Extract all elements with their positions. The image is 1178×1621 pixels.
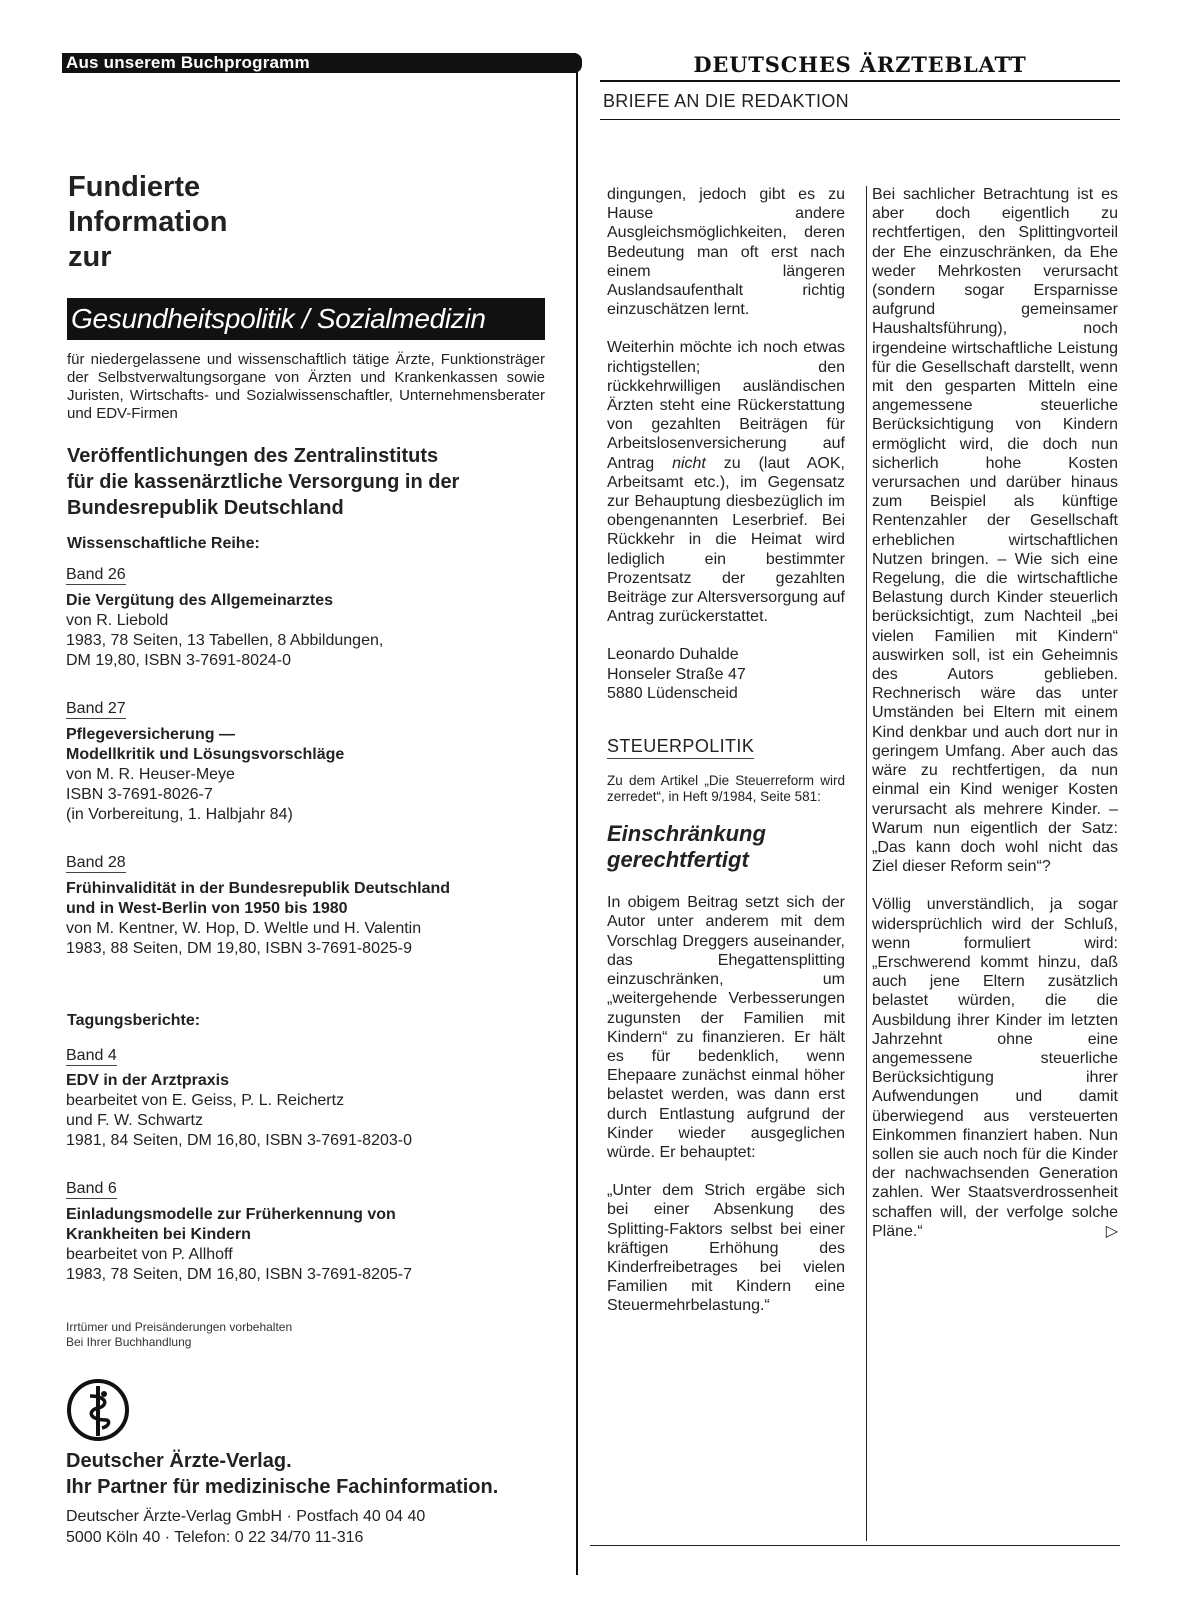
book-detail: 1983, 78 Seiten, DM 16,80, ISBN 3-7691-8205-7 [66, 1266, 412, 1283]
publications-heading-line: Veröffentlichungen des Zentralinstituts [67, 445, 439, 467]
book-entry [66, 725, 566, 825]
headline-line: Einschränkung [607, 821, 766, 847]
book-detail: 1983, 88 Seiten, DM 19,80, ISBN 3-7691-8025-9 [66, 940, 412, 957]
book-detail: von M. Kentner, W. Hop, D. Weltle und H. Valentin [66, 920, 422, 937]
band-label: Band 27 [66, 700, 126, 717]
quote: „Unter dem Strich ergäbe sich bei einer Absenkung des Splitting-Faktors selbst bei einer kräftigen Erhöhung des Kinderfreibetrages bei vielen Familien mit Kindern eine Steuermehrbelastung.“ [607, 1182, 845, 1315]
article-column-1 [607, 185, 845, 1316]
book-detail: und F. W. Schwartz [66, 1112, 203, 1129]
headline-line: gerechtfertigt [607, 847, 749, 873]
ad-title-line: Information [68, 206, 228, 238]
book-detail: 1983, 78 Seiten, 13 Tabellen, 8 Abbildungen, [66, 632, 384, 649]
book-detail: ISBN 3-7691-8026-7 [66, 786, 213, 803]
disclaimer-line: Irrtümer und Preisänderungen vorbehalten [66, 1320, 293, 1334]
book-entry [66, 591, 566, 671]
paragraph: Bei sachlicher Betrachtung ist es aber doch eigentlich zu rechtfertigen, den Splittingvorteil der Ehe einzuschränken, da Ehe weder Mehrkosten verursacht (sondern sogar Ersparnisse aufgrund gemeinsamer Haushaltsführung), noch irgendeine wirtschaftliche Leistung für die Gesellschaft darstellt, wenn mit den gesparten Mitteln eine angemessene steuerliche Berücksichtigung von Kindern ermöglicht wird, die doch nun sicherlich hohe Kosten verursachen und darüber hinaus zum Beispiel als künftige Rentenzahler der Gesellschaft erheblichen wirtschaftlichen Nutzen bringen. – Wie sich eine Regelung, die die wirtschaftliche Belastung durch Kinder steuerlich berücksichtigt, zum Nachteil „bei vielen Familien mit Kindern“ auswirken soll, ist ein Geheimnis des Autors geblieben. Rechnerisch wäre das unter Umständen bei Eltern mit einem Kind denkbar und auch dort nur in geringem Umfang. Aber auch das wäre zu rechtfertigen, da nun einmal ein Kind weniger Kosten verursacht als mehrere Kinder. – Warum nun eigentlich der Satz: „Das kann doch wohl nicht das Ziel dieser Reform sein“? [872, 186, 1118, 876]
book-detail: von M. R. Heuser-Meye [66, 766, 235, 783]
highlight-title: Gesundheitspolitik / Sozialmedizin [71, 303, 486, 334]
band-label: Band 4 [66, 1047, 117, 1064]
ad-title-line: Fundierte [68, 171, 201, 203]
signature-line: Leonardo Duhalde [607, 646, 739, 664]
ad-header: Aus unserem Buchprogramm [66, 53, 310, 72]
publications-heading-line: für die kassenärztliche Versorgung in der [67, 471, 460, 493]
ad-title [68, 170, 228, 275]
publisher-line: Deutscher Ärzte-Verlag. [66, 1450, 292, 1472]
ad-divider [576, 70, 578, 1575]
book-title: Modellkritik und Lösungsvorschläge [66, 746, 345, 763]
publisher [66, 1448, 498, 1500]
publisher-address [66, 1506, 425, 1548]
band-label: Band 26 [66, 566, 126, 583]
ad-title-line: zur [68, 241, 112, 273]
band-label: Band 6 [66, 1180, 117, 1197]
paragraph-text: Völlig unverständlich, ja sogar widersprüchlich wird der Schluß, wenn formuliert wird: „Erschwerend kommt hinzu, daß auch jene Eltern zusätzlich belastet würden, die die Ausbildung ihrer Kinder im letzten Jahrzehnt ohne eine angemessene steuerliche Berücksichtigung ihrer Aufwendungen und damit überwiegend aus versteuerten Einkommen finanziert haben. Nun sollen sie auch noch für die Kinder der nachwachsenden Generation zahlen. Wer Staatsverdrossenheit schaffen will, der verfolge solche Pläne.“ [872, 896, 1118, 1240]
book-detail: von R. Liebold [66, 612, 169, 629]
book-title: Einladungsmodelle zur Früherkennung von [66, 1206, 396, 1223]
book-entry [66, 879, 566, 959]
signature [607, 645, 845, 703]
masthead-rule [600, 80, 1120, 82]
section-title: STEUERPOLITIK [607, 737, 754, 759]
book-detail: 1981, 84 Seiten, DM 16,80, ISBN 3-7691-8203-0 [66, 1132, 412, 1149]
article-source: Zu dem Artikel „Die Steuerreform wird zerredet“, in Heft 9/1984, Seite 581: [607, 773, 845, 805]
band-label: Band 28 [66, 854, 126, 871]
paragraph-text: Weiterhin möchte ich noch etwas richtigstellen; den rückkehrwilligen ausländischen Ärzten steht eine Rückerstattung von gezahlten Beiträgen für Arbeitslosenversicherung auf Antrag [607, 339, 845, 472]
book-title: und in West-Berlin von 1950 bis 1980 [66, 900, 348, 917]
book-entry [66, 1071, 566, 1151]
paragraph-text: zu (laut AOK, Arbeitsamt etc.), im Gegensatz zur Behauptung diesbezüglich im obengenannten Leserbrief. Bei Rückkehr in die Heimat wird lediglich ein bestimmter Prozentsatz der gezahlten Beiträge zur Altersversorgung auf Antrag zurückerstattet. [607, 454, 845, 626]
section-rule [600, 119, 1120, 120]
audience-text: für niedergelassene und wissenschaftlich tätige Ärzte, Funktionsträger der Selbstverwaltungsorgane von Ärzten und Krankenkassen sowie Juristen, Wirtschafts- und Sozialwissenschaftler, Unternehmensberater und EDV-Firmen [67, 351, 545, 422]
disclaimer [66, 1320, 292, 1350]
book-detail: bearbeitet von P. Allhoff [66, 1246, 233, 1263]
publications-heading [67, 443, 557, 521]
signature-line: 5880 Lüdenscheid [607, 684, 738, 702]
letter-headline [607, 821, 845, 873]
book-detail: (in Vorbereitung, 1. Halbjahr 84) [66, 806, 293, 823]
book-title: Krankheiten bei Kindern [66, 1226, 251, 1243]
book-entry [66, 1205, 566, 1285]
address-line: 5000 Köln 40 · Telefon: 0 22 34/70 11-316 [66, 1529, 364, 1546]
masthead-title: DEUTSCHES ÄRZTEBLATT [693, 52, 1027, 77]
book-title: Frühinvalidität in der Bundesrepublik Deutschland [66, 880, 451, 897]
paragraph: In obigem Beitrag setzt sich der Autor unter anderem mit dem Vorschlag Dreggers auseinander, das Ehegattensplitting einzuschränken, um „weitergehende Verbesserungen zugunsten der Familien mit Kindern“ zu finanzieren. Er hält es für bedenklich, wenn Ehepaare zunächst einmal höher belastet werden, was dann erst durch Entlastung aufgrund der Kinder wieder ausgeglichen würde. Er behauptet: [607, 894, 845, 1161]
conference-heading: Tagungsberichte: [67, 1012, 201, 1029]
paragraph: dingungen, jedoch gibt es zu Hause andere Ausgleichsmöglichkeiten, deren Bedeutung man oft erst nach einem längeren Auslandsaufenthalt richtig einzuschätzen lernt. [607, 186, 845, 319]
section-label: BRIEFE AN DIE REDAKTION [603, 91, 849, 111]
column-divider [866, 186, 867, 1541]
series-heading: Wissenschaftliche Reihe: [67, 535, 260, 552]
disclaimer-line: Bei Ihrer Buchhandlung [66, 1335, 192, 1349]
article-column-2 [872, 185, 1118, 1241]
book-detail: bearbeitet von E. Geiss, P. L. Reichertz [66, 1092, 345, 1109]
aesculapian-staff-icon [66, 1378, 130, 1442]
signature-line: Honseler Straße 47 [607, 665, 746, 683]
paragraph [872, 895, 1118, 1241]
continue-arrow-icon: ▷ [1105, 1222, 1118, 1240]
paragraph [607, 338, 845, 626]
publications-heading-line: Bundesrepublik Deutschland [67, 497, 344, 519]
book-title: Die Vergütung des Allgemeinarztes [66, 592, 334, 609]
book-title: EDV in der Arztpraxis [66, 1072, 230, 1089]
emphasis: nicht [672, 454, 706, 472]
book-detail: DM 19,80, ISBN 3-7691-8024-0 [66, 652, 292, 669]
bottom-rule [590, 1545, 1120, 1546]
address-line: Deutscher Ärzte-Verlag GmbH · Postfach 40 04 40 [66, 1508, 426, 1525]
publisher-line: Ihr Partner für medizinische Fachinformation. [66, 1476, 499, 1498]
book-title: Pflegeversicherung — [66, 726, 235, 743]
